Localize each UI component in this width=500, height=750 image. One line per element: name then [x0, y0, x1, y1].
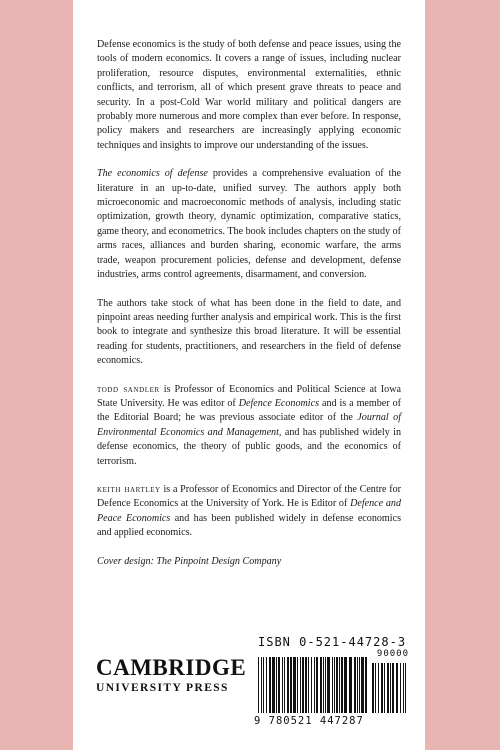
bio-text: is Professor of Economics and Political Science at Iowa State University. He was editor of	[97, 383, 401, 409]
book-title-inline: The economics of defense	[97, 168, 208, 180]
blurb-column	[97, 38, 401, 583]
publisher-name: CAMBRIDGE	[96, 655, 247, 680]
isbn-label: ISBN 0-521-44728-3	[258, 635, 407, 649]
blurb-paragraph-2-text: provides a comprehensive evaluation of the literature in an up-to-date, unified survey. The authors apply both microeconomic and macroeconomic methods of analysis, including static optimization, growth theory, dynamic optimization, comparative statics, game theory, and econometrics. The book includes chapters on the study of arms races, alliances and burden sharing, economic warfare, the arms trade, weapon procurement policies, defense and development, defense industries, arms control agreements, disarmament, and conversion.	[97, 168, 402, 281]
price-code: 90000	[376, 649, 409, 659]
blurb-paragraph-1: Defense economics is the study of both defense and peace issues, using the tools of modern economics. It covers a range of issues, including nuclear proliferation, resource disputes, environmental externalities, ethnic conflicts, and terrorism, all of which present grave threats to peace and security. In a post-Cold War world military and political dangers are probably more numerous and more complex than ever before. In response, policy makers and researchers are increasingly applying economic techniques and insights to improve our understanding of the issues.	[97, 39, 401, 151]
ean-number: 9 780521 447287	[254, 715, 364, 727]
bio-text: and has been published widely in defense economics and applied economics.	[97, 512, 401, 539]
journal-name: Defence Economics	[238, 397, 320, 409]
author-bio-sandler	[97, 383, 401, 469]
author-bio-hartley	[97, 483, 401, 541]
bio-text: and is a member of the Editorial Board; he was previous associate editor of the	[97, 397, 401, 424]
bio-text: is a Professor of Economics and Director of the Centre for Defence Economics at the University of York. He is Editor of	[97, 483, 401, 510]
barcode-icon	[254, 649, 411, 715]
cover-design-credit: Cover design: The Pinpoint Design Company	[97, 555, 282, 567]
barcode-block	[254, 635, 411, 728]
publisher-logo	[96, 655, 246, 695]
bio-text: , and has published widely in defense economics, the theory of public goods, and the economics of terrorism.	[97, 426, 402, 467]
blurb-paragraph-2	[97, 167, 401, 282]
journal-name: Journal of Environmental Economics and Management	[97, 412, 401, 438]
blurb-paragraph-3: The authors take stock of what has been done in the field to date, and pinpoint areas needing further analysis and empirical work. This is the first book to integrate and synthesize this broad literature. It will be essential reading for students, practitioners, and researchers in the field of defense economics.	[97, 297, 401, 367]
journal-name: Defence and Peace Economics	[97, 498, 401, 524]
author-name-hartley: keith hartley	[97, 483, 161, 495]
publisher-subtitle: UNIVERSITY PRESS	[96, 682, 229, 694]
author-name-sandler: todd sandler	[97, 383, 160, 395]
